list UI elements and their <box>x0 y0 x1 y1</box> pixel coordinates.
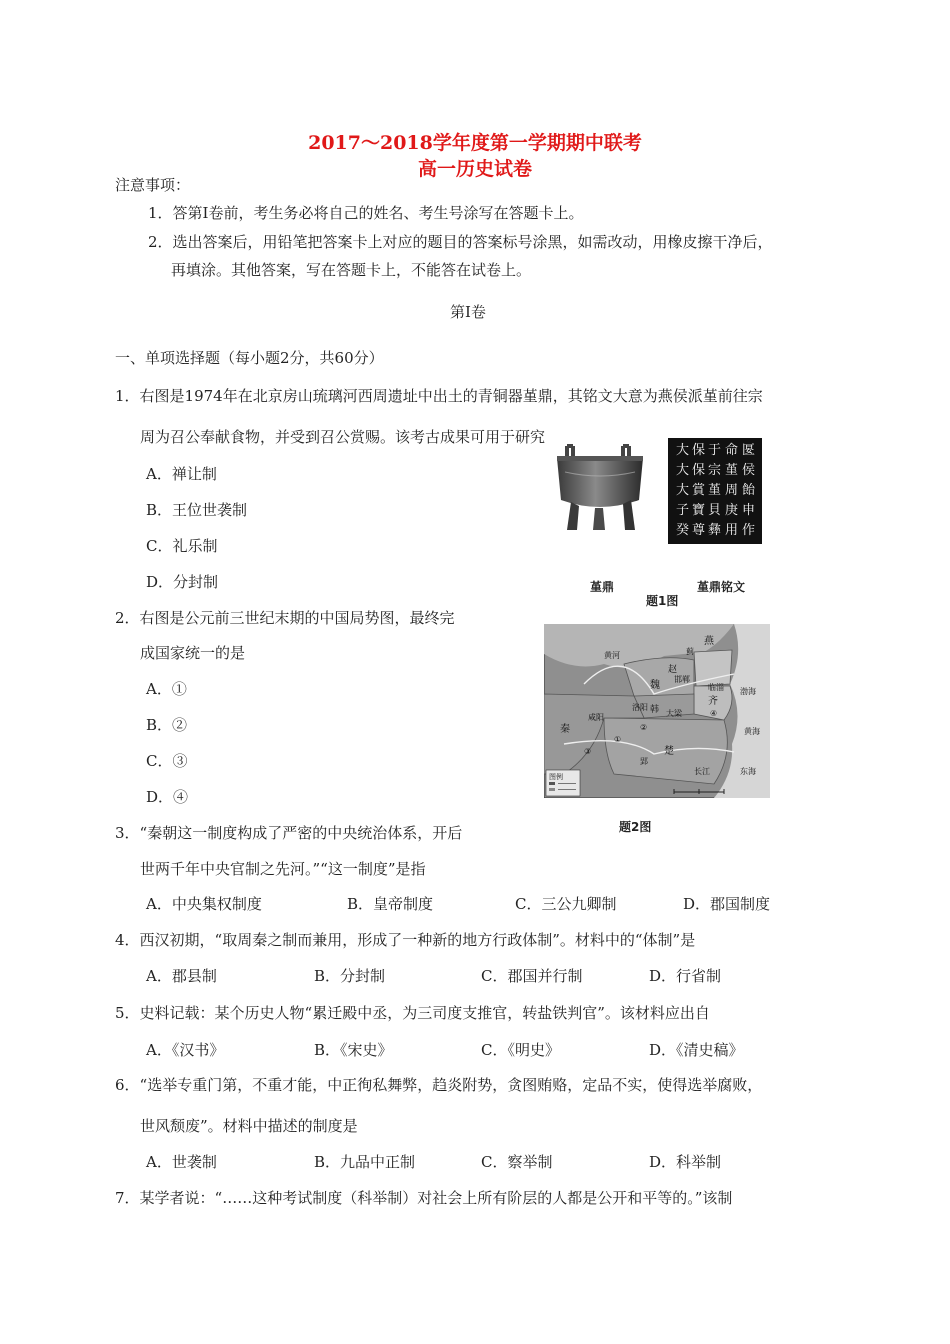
question-6-option-c: C．察举制 <box>481 1153 553 1171</box>
inscription-char: 保 <box>692 463 706 478</box>
question-1-option-b: B．王位世袭制 <box>146 501 248 519</box>
map-label: 齐 <box>708 696 718 707</box>
inscription-char: 大 <box>676 463 690 478</box>
inscription-char: 宗 <box>708 463 722 478</box>
notice-heading: 注意事项： <box>115 176 191 194</box>
question-3-stem-cont: 世两千年中央官制之先河。”“这一制度”是指 <box>140 860 426 878</box>
inscription-char: 寶 <box>692 503 706 518</box>
question-1-option-d: D．分封制 <box>146 573 219 591</box>
inscription-char: 于 <box>708 443 722 458</box>
question-2-option-a: A．① <box>146 680 187 698</box>
question-4-option-a: A．郡县制 <box>146 967 217 985</box>
inscription-char: 貝 <box>708 503 722 518</box>
inscription-char: 癸 <box>676 523 690 538</box>
bronze-ding-image <box>553 442 647 532</box>
figure-1-caption: 题1图 <box>646 594 679 608</box>
inscription-char: 尊 <box>692 523 706 538</box>
question-3-option-b: B．皇帝制度 <box>347 895 434 913</box>
inscription-char: 彝 <box>708 523 722 538</box>
section-heading: 一、单项选择题（每小题2分，共60分） <box>115 349 384 367</box>
inscription-char: 申 <box>742 503 756 518</box>
question-5-option-c: C．《明史》 <box>481 1041 560 1059</box>
notice-item-1: 1．答第Ⅰ卷前，考生务必将自己的姓名、考生号涂写在答题卡上。 <box>148 204 584 222</box>
question-5-option-a: A．《汉书》 <box>146 1041 225 1059</box>
question-6-stem: 6．“选举专重门第，不重才能，中正徇私舞弊，趋炎附势，贪图贿赂，定品不实，使得选举腐败， <box>115 1076 763 1094</box>
map-label: 东海 <box>740 767 756 776</box>
inscription-char: 庚 <box>725 503 739 518</box>
map-legend-title: 图例 <box>549 773 563 781</box>
warring-states-map <box>544 624 770 798</box>
figure-1-caption-left: 堇鼎 <box>590 580 615 594</box>
question-2-stem: 2．右图是公元前三世纪末期的中国局势图，最终完 <box>115 609 455 627</box>
inscription-char: 賞 <box>692 483 706 498</box>
map-label: ④ <box>710 709 718 718</box>
map-label: 黄海 <box>744 727 760 736</box>
map-label: 黄河 <box>604 651 620 660</box>
map-label: 楚 <box>664 746 674 757</box>
map-label: 魏 <box>650 680 660 691</box>
inscription-char: 用 <box>725 523 739 538</box>
inscription-glyphs <box>668 438 762 544</box>
map-label: 洛阳 <box>632 703 648 712</box>
inscription-char: 子 <box>676 503 690 518</box>
question-4-option-b: B．分封制 <box>314 967 386 985</box>
question-2-option-c: C．③ <box>146 752 188 770</box>
question-3-option-c: C．三公九卿制 <box>515 895 617 913</box>
map-label: 蓟 <box>686 647 694 656</box>
map-label: 咸阳 <box>588 713 604 722</box>
inscription-char: 大 <box>676 443 690 458</box>
question-5-option-d: D．《清史稿》 <box>649 1041 744 1059</box>
inscription-char: 堇 <box>708 483 722 498</box>
exam-subtitle: 高一历史试卷 <box>417 158 532 180</box>
question-6-option-a: A．世袭制 <box>146 1153 217 1171</box>
inscription-char: 作 <box>742 523 756 538</box>
map-label: 秦 <box>560 724 570 735</box>
inscription-char: 保 <box>692 443 706 458</box>
map-label: 郢 <box>640 757 648 766</box>
inscription-char: 堇 <box>725 463 739 478</box>
question-2-stem-cont: 成国家统一的是 <box>140 644 246 662</box>
map-label: 赵 <box>668 665 678 675</box>
question-4-option-c: C．郡国并行制 <box>481 967 583 985</box>
question-2-option-d: D．④ <box>146 788 189 806</box>
question-1-stem: 1．右图是1974年在北京房山琉璃河西周遗址中出土的青铜器堇鼎，其铭文大意为燕侯派堇前往宗 <box>115 387 763 405</box>
map-label: 邯郸 <box>674 675 690 684</box>
map-label: 大梁 <box>666 709 682 718</box>
question-4-option-d: D．行省制 <box>649 967 722 985</box>
map-label: 临淄 <box>708 683 724 692</box>
question-4-stem: 4．西汉初期，“取周秦之制而兼用，形成了一种新的地方行政体制”。材料中的“体制”是 <box>115 931 696 949</box>
notice-item-2: 2．选出答案后，用铅笔把答案卡上对应的题目的答案标号涂黑，如需改动，用橡皮擦干净后， <box>148 233 773 251</box>
inscription-char: 侯 <box>742 463 756 478</box>
figure-2-caption: 题2图 <box>619 820 652 834</box>
map-label: 渤海 <box>740 687 756 696</box>
figure-1-caption-right: 堇鼎铭文 <box>697 580 746 594</box>
volume-label: 第Ⅰ卷 <box>450 303 486 321</box>
question-3-stem: 3．“秦朝这一制度构成了严密的中央统治体系，开后 <box>115 824 463 842</box>
inscription-char: 匽 <box>742 443 756 458</box>
question-5-stem: 5．史料记载：某个历史人物“累迁殿中丞，为三司度支推官，转盐铁判官”。该材料应出自 <box>115 1004 710 1022</box>
question-6-stem-cont: 世风颓废”。材料中描述的制度是 <box>140 1117 358 1135</box>
map-label: 燕 <box>704 636 714 647</box>
inscription-char: 周 <box>725 483 739 498</box>
question-1-stem-cont: 周为召公奉献食物，并受到召公赏赐。该考古成果可用于研究 <box>140 428 546 446</box>
question-6-option-b: B．九品中正制 <box>314 1153 416 1171</box>
question-3-option-d: D．郡国制度 <box>683 895 771 913</box>
inscription-char: 命 <box>725 443 739 458</box>
inscription-char: 飴 <box>742 483 756 498</box>
question-1-option-c: C．礼乐制 <box>146 537 218 555</box>
question-3-option-a: A．中央集权制度 <box>146 895 262 913</box>
question-5-option-b: B．《宋史》 <box>314 1041 393 1059</box>
map-label: 长江 <box>694 767 710 776</box>
question-7-stem: 7．某学者说：“……这种考试制度（科举制）对社会上所有阶层的人都是公开和平等的。”该制 <box>115 1189 733 1207</box>
notice-item-2-cont: 再填涂。其他答案，写在答题卡上，不能答在试卷上。 <box>171 261 532 279</box>
map-label: ③ <box>584 747 592 756</box>
question-1-option-a: A．禅让制 <box>146 465 217 483</box>
exam-title: 2017～2018学年度第一学期期中联考 <box>308 132 642 154</box>
question-6-option-d: D．科举制 <box>649 1153 722 1171</box>
inscription-char: 大 <box>676 483 690 498</box>
map-label: 韩 <box>650 705 660 715</box>
inscription-rubbing <box>668 438 762 544</box>
map-label: ① <box>614 735 622 744</box>
question-2-option-b: B．② <box>146 716 188 734</box>
map-label: ② <box>640 723 648 732</box>
